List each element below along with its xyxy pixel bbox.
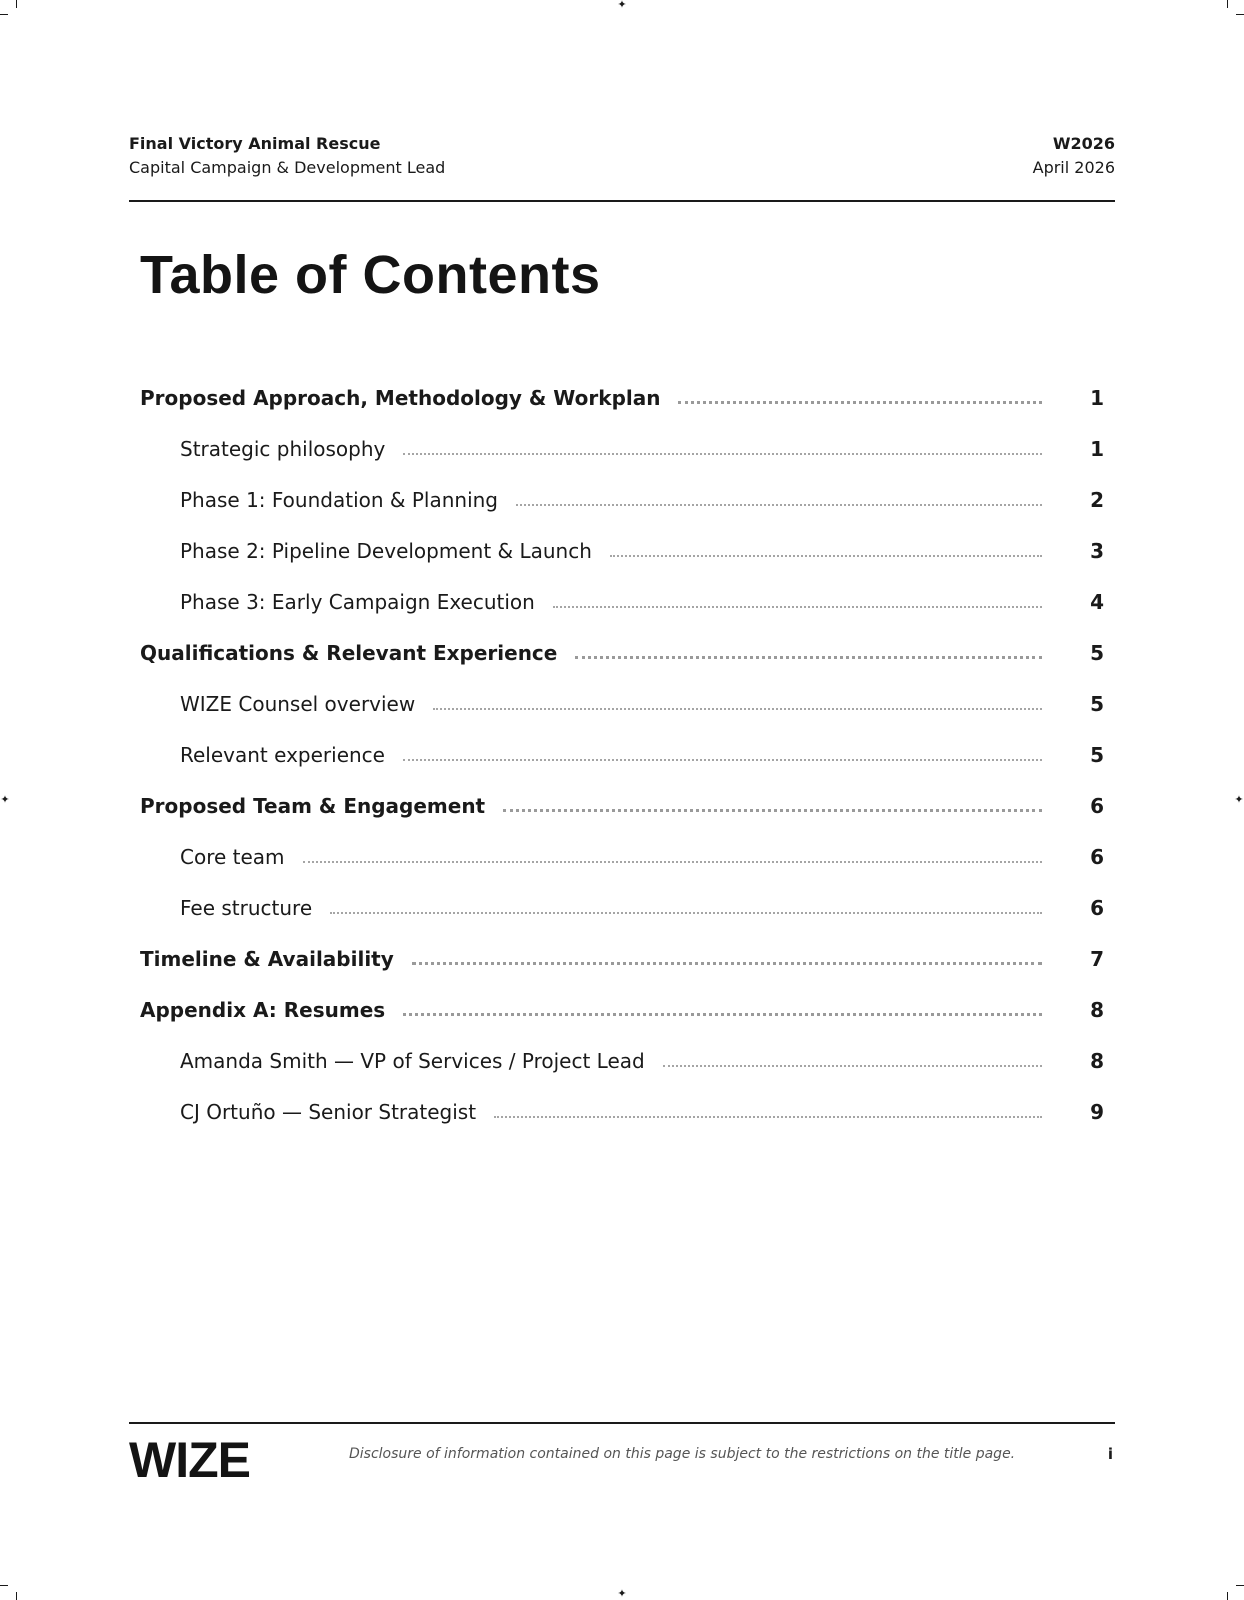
toc-subsection-label: Amanda Smith — VP of Services / Project Lead: [180, 1048, 645, 1073]
registration-mark-left: ✦: [0, 793, 10, 806]
toc-entry[interactable]: [140, 423, 1104, 474]
toc-page-number: 1: [1090, 436, 1104, 461]
toc-entry[interactable]: [140, 780, 1104, 831]
toc-entry[interactable]: [140, 627, 1104, 678]
registration-mark-right: ✦: [1234, 793, 1244, 806]
header-right: [1033, 132, 1115, 180]
dot-leader: [503, 809, 1042, 812]
toc-entry[interactable]: [140, 1086, 1104, 1137]
toc-entry[interactable]: [140, 984, 1104, 1035]
dot-leader: [610, 555, 1042, 557]
toc-page-number: 6: [1090, 895, 1104, 920]
toc-subsection-label: Phase 2: Pipeline Development & Launch: [180, 538, 592, 563]
dot-leader: [330, 912, 1042, 914]
crop-mark-bottom-left: [0, 1585, 8, 1586]
crop-mark-top-right: [1236, 14, 1244, 15]
dot-leader: [403, 453, 1042, 455]
header-left: [129, 132, 445, 180]
toc-entry[interactable]: [140, 831, 1104, 882]
toc-section-label: Appendix A: Resumes: [140, 997, 386, 1022]
toc-subsection-label: Relevant experience: [180, 742, 385, 767]
document-date: April 2026: [1032, 158, 1115, 177]
toc-section-label: Proposed Approach, Methodology & Workplan: [140, 385, 661, 410]
toc-entry[interactable]: [140, 882, 1104, 933]
toc-entry[interactable]: [140, 474, 1104, 525]
crop-mark-bottom-right: [1236, 1585, 1244, 1586]
dot-leader: [663, 1065, 1042, 1067]
dot-leader: [678, 401, 1042, 404]
crop-mark-top-left: [0, 14, 8, 15]
toc-page-number: 8: [1090, 1048, 1104, 1073]
toc-subsection-label: Strategic philosophy: [180, 436, 386, 461]
dot-leader: [575, 656, 1042, 659]
disclosure-note: Disclosure of information contained on this page is subject to the restrictions on the title page.: [349, 1446, 1016, 1462]
registration-mark-bottom: ✦: [617, 1587, 627, 1600]
dot-leader: [516, 504, 1042, 506]
crop-mark-bottom-right: [1227, 1592, 1228, 1600]
toc-section-label: Qualifications & Relevant Experience: [140, 640, 558, 665]
toc-page-number: 3: [1090, 538, 1104, 563]
document-code: W2026: [1052, 134, 1115, 153]
wize-logo: WIZE: [129, 1432, 250, 1488]
crop-mark-top-right: [1227, 0, 1228, 8]
toc-subsection-label: Phase 1: Foundation & Planning: [180, 487, 498, 512]
dot-leader: [433, 708, 1042, 710]
toc-section-label: Proposed Team & Engagement: [140, 793, 486, 818]
toc-page-number: 1: [1090, 385, 1104, 410]
dot-leader: [494, 1116, 1042, 1118]
toc-entry[interactable]: [140, 576, 1104, 627]
dot-leader: [553, 606, 1042, 608]
dot-leader: [403, 1013, 1042, 1016]
organization-name: Final Victory Animal Rescue: [129, 134, 381, 153]
toc-page-number: 7: [1090, 946, 1104, 971]
dot-leader: [403, 759, 1042, 761]
toc-page-number: 5: [1090, 640, 1104, 665]
toc-entry[interactable]: [140, 678, 1104, 729]
position-title: Capital Campaign & Development Lead: [129, 158, 446, 177]
page-header: [129, 132, 1115, 202]
toc-entry[interactable]: [140, 525, 1104, 576]
toc-entry[interactable]: [140, 933, 1104, 984]
toc-page-number: 5: [1090, 691, 1104, 716]
page-footer: [129, 1422, 1115, 1494]
toc-page-number: 9: [1090, 1099, 1104, 1124]
toc-page-number: 5: [1090, 742, 1104, 767]
crop-mark-bottom-left: [16, 1592, 17, 1600]
toc-page-number: 2: [1090, 487, 1104, 512]
toc-subsection-label: CJ Ortuño — Senior Strategist: [180, 1099, 477, 1124]
toc-subsection-label: Fee structure: [180, 895, 313, 920]
toc-subsection-label: Phase 3: Early Campaign Execution: [180, 589, 535, 614]
table-of-contents: [140, 372, 1104, 1137]
toc-subsection-label: Core team: [180, 844, 285, 869]
page-title: Table of Contents: [140, 245, 601, 305]
toc-entry[interactable]: [140, 372, 1104, 423]
dot-leader: [303, 861, 1042, 863]
page-number: i: [1107, 1445, 1113, 1463]
toc-page-number: 4: [1090, 589, 1104, 614]
toc-entry[interactable]: [140, 1035, 1104, 1086]
toc-page-number: 6: [1090, 793, 1104, 818]
toc-page-number: 6: [1090, 844, 1104, 869]
crop-mark-top-left: [16, 0, 17, 8]
toc-section-label: Timeline & Availability: [140, 946, 394, 971]
dot-leader: [412, 962, 1042, 965]
toc-entry[interactable]: [140, 729, 1104, 780]
registration-mark-top: ✦: [617, 0, 627, 11]
toc-page-number: 8: [1090, 997, 1104, 1022]
toc-subsection-label: WIZE Counsel overview: [180, 691, 416, 716]
